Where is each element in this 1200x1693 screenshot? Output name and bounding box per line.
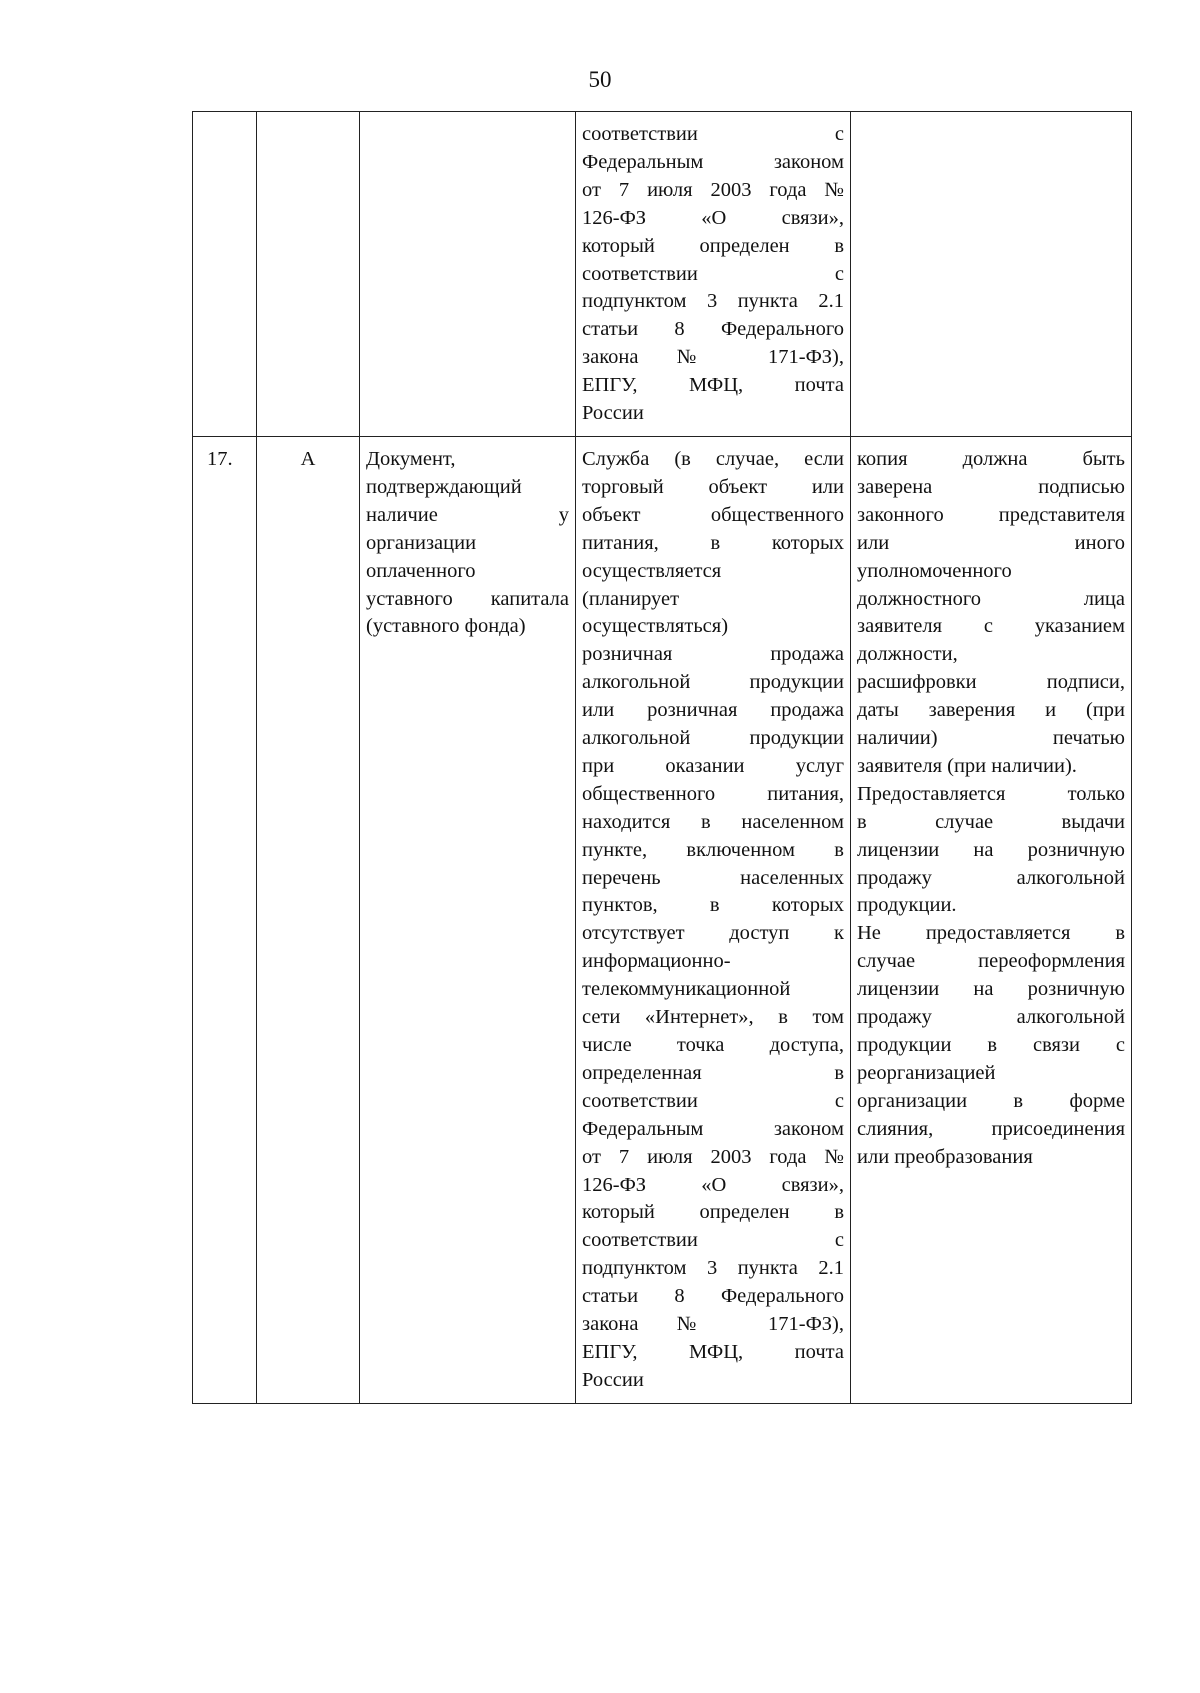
cell-line: заявителя (при наличии).	[857, 754, 1077, 777]
cell-line: (уставного фонда)	[366, 615, 526, 638]
cell-line: при оказании услуг	[582, 754, 844, 777]
cell-line: розничная продажа	[582, 643, 844, 666]
cell-line: слияния, присоединения	[857, 1117, 1125, 1140]
cell-line: продажу алкогольной	[857, 1006, 1125, 1029]
cell-line: лицензии на розничную	[857, 978, 1125, 1001]
cell-line: оплаченного	[366, 559, 476, 582]
cell-line: пунктов, в которых	[582, 894, 844, 917]
cell-line: или розничная продажа	[582, 699, 844, 722]
cell-line: копия должна быть	[857, 447, 1125, 470]
document-table	[192, 111, 1132, 1404]
cell-line: питания, в которых	[582, 531, 844, 554]
cell-line: Служба (в случае, если	[582, 447, 844, 470]
cell-line: ЕПГУ, МФЦ, почта	[582, 1340, 844, 1363]
cell-line: от 7 июля 2003 года №	[582, 1145, 844, 1168]
cell-line: 126-ФЗ «О связи»,	[582, 206, 844, 229]
document-text	[366, 446, 569, 641]
note-cell	[851, 436, 1132, 1403]
cell-line: заверена подписью	[857, 475, 1125, 498]
cell-line: статьи 8 Федерального	[582, 1285, 844, 1308]
code-cell: А	[257, 436, 360, 1403]
note-cell	[851, 112, 1132, 437]
page-number: 50	[588, 67, 612, 92]
cell-line: случае переоформления	[857, 950, 1125, 973]
cell-line: наличии) печатью	[857, 727, 1125, 750]
cell-line: который определен в	[582, 234, 844, 257]
cell-line: подпунктом 3 пункта 2.1	[582, 1257, 844, 1280]
cell-line: соответствии с	[582, 1089, 844, 1112]
cell-line: ЕПГУ, МФЦ, почта	[582, 374, 844, 397]
service-text	[582, 121, 844, 428]
cell-line: осуществляется	[582, 559, 722, 582]
cell-line: соответствии с	[582, 123, 844, 145]
cell-line: статьи 8 Федерального	[582, 318, 844, 341]
note-text	[857, 446, 1125, 1172]
cell-line: Документ,	[366, 447, 456, 470]
cell-line: информационно-	[582, 950, 731, 973]
cell-line: должности,	[857, 643, 958, 666]
cell-line: закона № 171-ФЗ),	[582, 346, 844, 369]
service-cell	[576, 436, 851, 1403]
table-row	[193, 112, 1132, 437]
cell-line: от 7 июля 2003 года №	[582, 178, 844, 201]
cell-line: Федеральным законом	[582, 150, 844, 173]
cell-line: перечень населенных	[582, 866, 844, 889]
cell-line: расшифровки подписи,	[857, 671, 1125, 694]
cell-line: заявителя с указанием	[857, 615, 1125, 638]
cell-line: пункте, включенном в	[582, 838, 844, 861]
cell-line: находится в населенном	[582, 810, 844, 833]
service-text	[582, 446, 844, 1395]
cell-line: организации в форме	[857, 1089, 1125, 1112]
cell-line: России	[582, 402, 644, 425]
cell-line: или иного	[857, 531, 1125, 554]
cell-line: соответствии с	[582, 262, 844, 285]
cell-line: уставного капитала	[366, 587, 569, 610]
cell-line: уполномоченного	[857, 559, 1012, 582]
cell-line: подтверждающий	[366, 475, 522, 498]
table-row	[193, 436, 1132, 1403]
cell-line: наличие у	[366, 503, 569, 526]
cell-line: телекоммуникационной	[582, 978, 791, 1001]
cell-line: (планирует	[582, 587, 680, 610]
cell-line: Федеральным законом	[582, 1117, 844, 1140]
document-cell	[360, 112, 576, 437]
cell-line: даты заверения и (при	[857, 699, 1125, 722]
cell-line: Предоставляется только	[857, 782, 1125, 805]
document-cell	[360, 436, 576, 1403]
cell-line: реорганизацией	[857, 1061, 996, 1084]
cell-line: алкогольной продукции	[582, 727, 844, 750]
cell-line: должностного лица	[857, 587, 1125, 610]
cell-line: 126-ФЗ «О связи»,	[582, 1173, 844, 1196]
cell-line: России	[582, 1368, 644, 1391]
cell-line: числе точка доступа,	[582, 1034, 844, 1056]
row-number-cell: 17.	[193, 436, 257, 1403]
cell-line: определенная в	[582, 1061, 844, 1084]
code-cell	[257, 112, 360, 437]
cell-line: продукции.	[857, 894, 957, 917]
cell-line: соответствии с	[582, 1229, 844, 1252]
cell-line: или преобразования	[857, 1145, 1033, 1168]
cell-line: торговый объект или	[582, 475, 844, 498]
cell-line: осуществляться)	[582, 615, 729, 638]
cell-line: отсутствует доступ к	[582, 922, 844, 945]
cell-line: закона № 171-ФЗ),	[582, 1313, 844, 1336]
row-number-cell	[193, 112, 257, 437]
cell-line: Не предоставляется в	[857, 922, 1125, 945]
cell-line: продажу алкогольной	[857, 866, 1125, 889]
cell-line: лицензии на розничную	[857, 838, 1125, 861]
cell-line: законного представителя	[857, 503, 1125, 526]
cell-line: алкогольной продукции	[582, 671, 844, 694]
cell-line: подпунктом 3 пункта 2.1	[582, 290, 844, 313]
cell-line: который определен в	[582, 1201, 844, 1224]
service-cell	[576, 112, 851, 437]
cell-line: общественного питания,	[582, 782, 844, 805]
cell-line: в случае выдачи	[857, 810, 1125, 833]
cell-line: сети «Интернет», в том	[582, 1006, 844, 1029]
cell-line: организации	[366, 531, 477, 554]
cell-line: продукции в связи с	[857, 1034, 1125, 1056]
cell-line: объект общественного	[582, 503, 844, 526]
